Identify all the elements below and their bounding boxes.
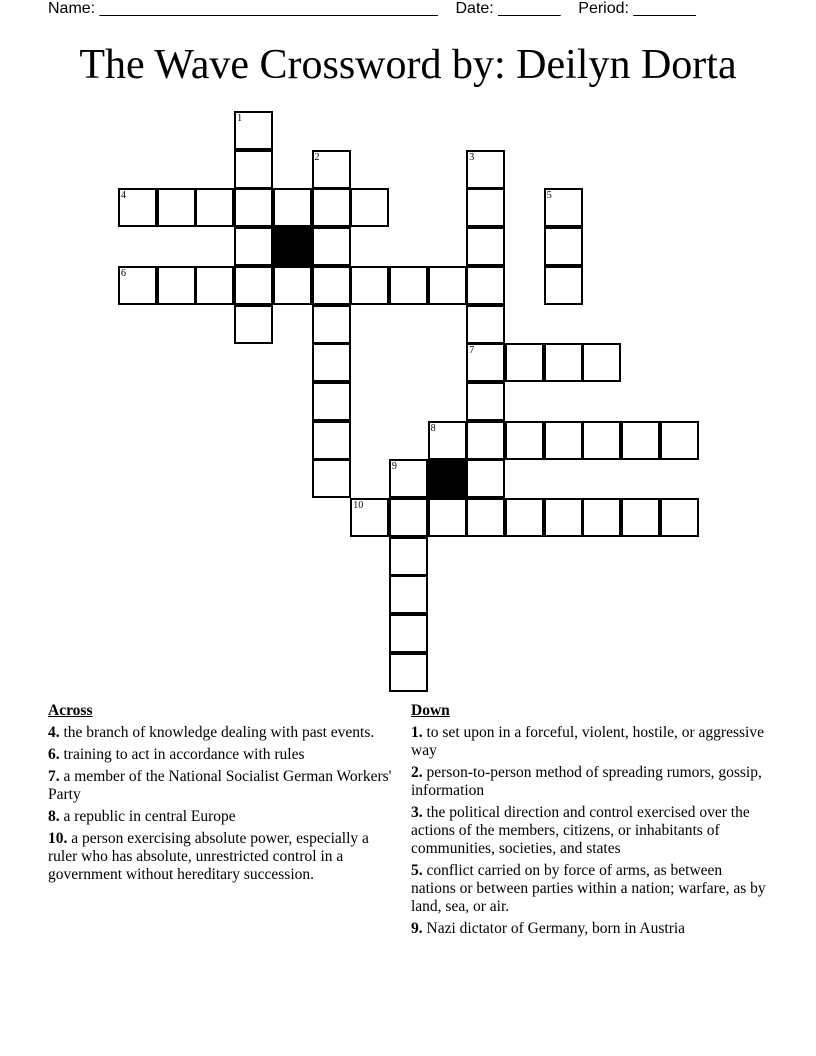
- clue-number: 9: [391, 461, 397, 473]
- period-label: Period:: [578, 0, 629, 17]
- period-blank[interactable]: _______: [633, 0, 696, 17]
- crossword-cell[interactable]: [234, 188, 273, 227]
- black-square: [428, 459, 467, 498]
- crossword-cell[interactable]: [466, 227, 505, 266]
- crossword-cell[interactable]: [505, 498, 544, 537]
- clue-number: 8: [430, 422, 436, 434]
- crossword-cell[interactable]: [466, 305, 505, 344]
- crossword-cell[interactable]: [505, 421, 544, 460]
- clue-across-10: 10. a person exercising absolute power, especially a ruler who has absolute, unrestricted control in a government without hereditary succession.: [48, 830, 369, 883]
- crossword-cell[interactable]: [466, 421, 505, 460]
- crossword-cell[interactable]: [466, 150, 505, 189]
- crossword-cell[interactable]: [389, 266, 428, 305]
- clue-down-5: 5. conflict carried on by force of arms, as between nations or between parties within a nation; warfare, as by land, sea, or air.: [411, 862, 766, 915]
- clue-across-7: 7. a member of the National Socialist German Workers' Party: [48, 768, 392, 803]
- crossword-cell[interactable]: [312, 188, 351, 227]
- crossword-cell[interactable]: [312, 150, 351, 189]
- crossword-cell[interactable]: [350, 188, 389, 227]
- crossword-cell[interactable]: [312, 343, 351, 382]
- clue-number: 6: [121, 267, 126, 279]
- crossword-cell[interactable]: [544, 421, 583, 460]
- clue-down-9: 9. Nazi dictator of Germany, born in Austria: [411, 920, 686, 937]
- crossword-cell[interactable]: [544, 343, 583, 382]
- crossword-cell[interactable]: [389, 537, 428, 576]
- crossword-cell[interactable]: [582, 421, 621, 460]
- crossword-cell[interactable]: [118, 188, 157, 227]
- crossword-cell[interactable]: [544, 498, 583, 537]
- clue-number: 7: [469, 345, 475, 357]
- crossword-cell[interactable]: [157, 188, 196, 227]
- clue-down-1: 1. to set upon in a forceful, violent, hostile, or aggressive way: [411, 724, 764, 759]
- crossword-cell[interactable]: [312, 227, 351, 266]
- crossword-cell[interactable]: [312, 382, 351, 421]
- crossword-cell[interactable]: [466, 188, 505, 227]
- crossword-cell[interactable]: [428, 421, 467, 460]
- crossword-cell[interactable]: [582, 343, 621, 382]
- crossword-cell[interactable]: [350, 266, 389, 305]
- down-clues: [411, 702, 766, 942]
- crossword-cell[interactable]: [660, 498, 699, 537]
- crossword-cell[interactable]: [428, 498, 467, 537]
- crossword-cell[interactable]: [234, 150, 273, 189]
- crossword-cell[interactable]: [466, 382, 505, 421]
- crossword-cell[interactable]: [544, 188, 583, 227]
- crossword-cell[interactable]: [234, 227, 273, 266]
- black-square: [273, 227, 312, 266]
- crossword-cell[interactable]: [350, 498, 389, 537]
- crossword-cell[interactable]: [389, 653, 428, 692]
- crossword-cell[interactable]: [466, 266, 505, 305]
- crossword-cell[interactable]: [312, 305, 351, 344]
- crossword-cell[interactable]: [582, 498, 621, 537]
- crossword-cell[interactable]: [312, 266, 351, 305]
- crossword-cell[interactable]: [505, 343, 544, 382]
- crossword-cell[interactable]: [544, 227, 583, 266]
- crossword-cell[interactable]: [466, 343, 505, 382]
- name-label: Name:: [48, 0, 96, 17]
- clue-number: 1: [237, 113, 243, 124]
- clue-down-2: 2. person-to-person method of spreading rumors, gossip, information: [411, 764, 762, 799]
- clue-number: 4: [121, 190, 126, 202]
- crossword-cell[interactable]: [660, 421, 699, 460]
- clue-number: 10: [353, 500, 364, 511]
- crossword-cell[interactable]: [389, 575, 428, 614]
- date-label: Date:: [455, 0, 494, 17]
- name-blank[interactable]: ______________________________________: [99, 0, 438, 17]
- clue-number: 5: [546, 190, 552, 202]
- crossword-cell[interactable]: [312, 421, 351, 460]
- crossword-cell[interactable]: [157, 266, 196, 305]
- crossword-cell[interactable]: [195, 266, 234, 305]
- clue-number: 3: [469, 151, 475, 163]
- page-title: The Wave Crossword by: Deilyn Dorta: [79, 42, 737, 88]
- clue-number: 2: [314, 151, 320, 163]
- crossword-cell[interactable]: [466, 459, 505, 498]
- clue-across-8: 8. a republic in central Europe: [48, 808, 236, 825]
- crossword-cell[interactable]: [621, 498, 660, 537]
- down-heading: Down: [411, 702, 450, 719]
- crossword-cell[interactable]: [273, 266, 312, 305]
- crossword-cell[interactable]: [621, 421, 660, 460]
- clue-across-6: 6. training to act in accordance with rules: [48, 746, 305, 763]
- crossword-cell[interactable]: [234, 266, 273, 305]
- crossword-cell[interactable]: [312, 459, 351, 498]
- crossword-cell[interactable]: [389, 498, 428, 537]
- crossword-cell[interactable]: [118, 266, 157, 305]
- crossword-cell[interactable]: [466, 498, 505, 537]
- clue-across-4: 4. the branch of knowledge dealing with past events.: [48, 724, 375, 741]
- date-blank[interactable]: _______: [498, 0, 561, 17]
- crossword-cell[interactable]: [389, 459, 428, 498]
- crossword-cell[interactable]: [389, 614, 428, 653]
- crossword-cell[interactable]: [544, 266, 583, 305]
- crossword-cell[interactable]: [234, 305, 273, 344]
- crossword-cell[interactable]: [273, 188, 312, 227]
- crossword-cell[interactable]: [195, 188, 234, 227]
- across-heading: Across: [48, 702, 93, 719]
- across-clues: [48, 702, 398, 888]
- clue-down-3: 3. the political direction and control exercised over the actions of the members, citizens, or inhabitants of communities, societies, and states: [411, 804, 750, 857]
- crossword-cell[interactable]: [428, 266, 467, 305]
- crossword-cell[interactable]: [234, 111, 273, 150]
